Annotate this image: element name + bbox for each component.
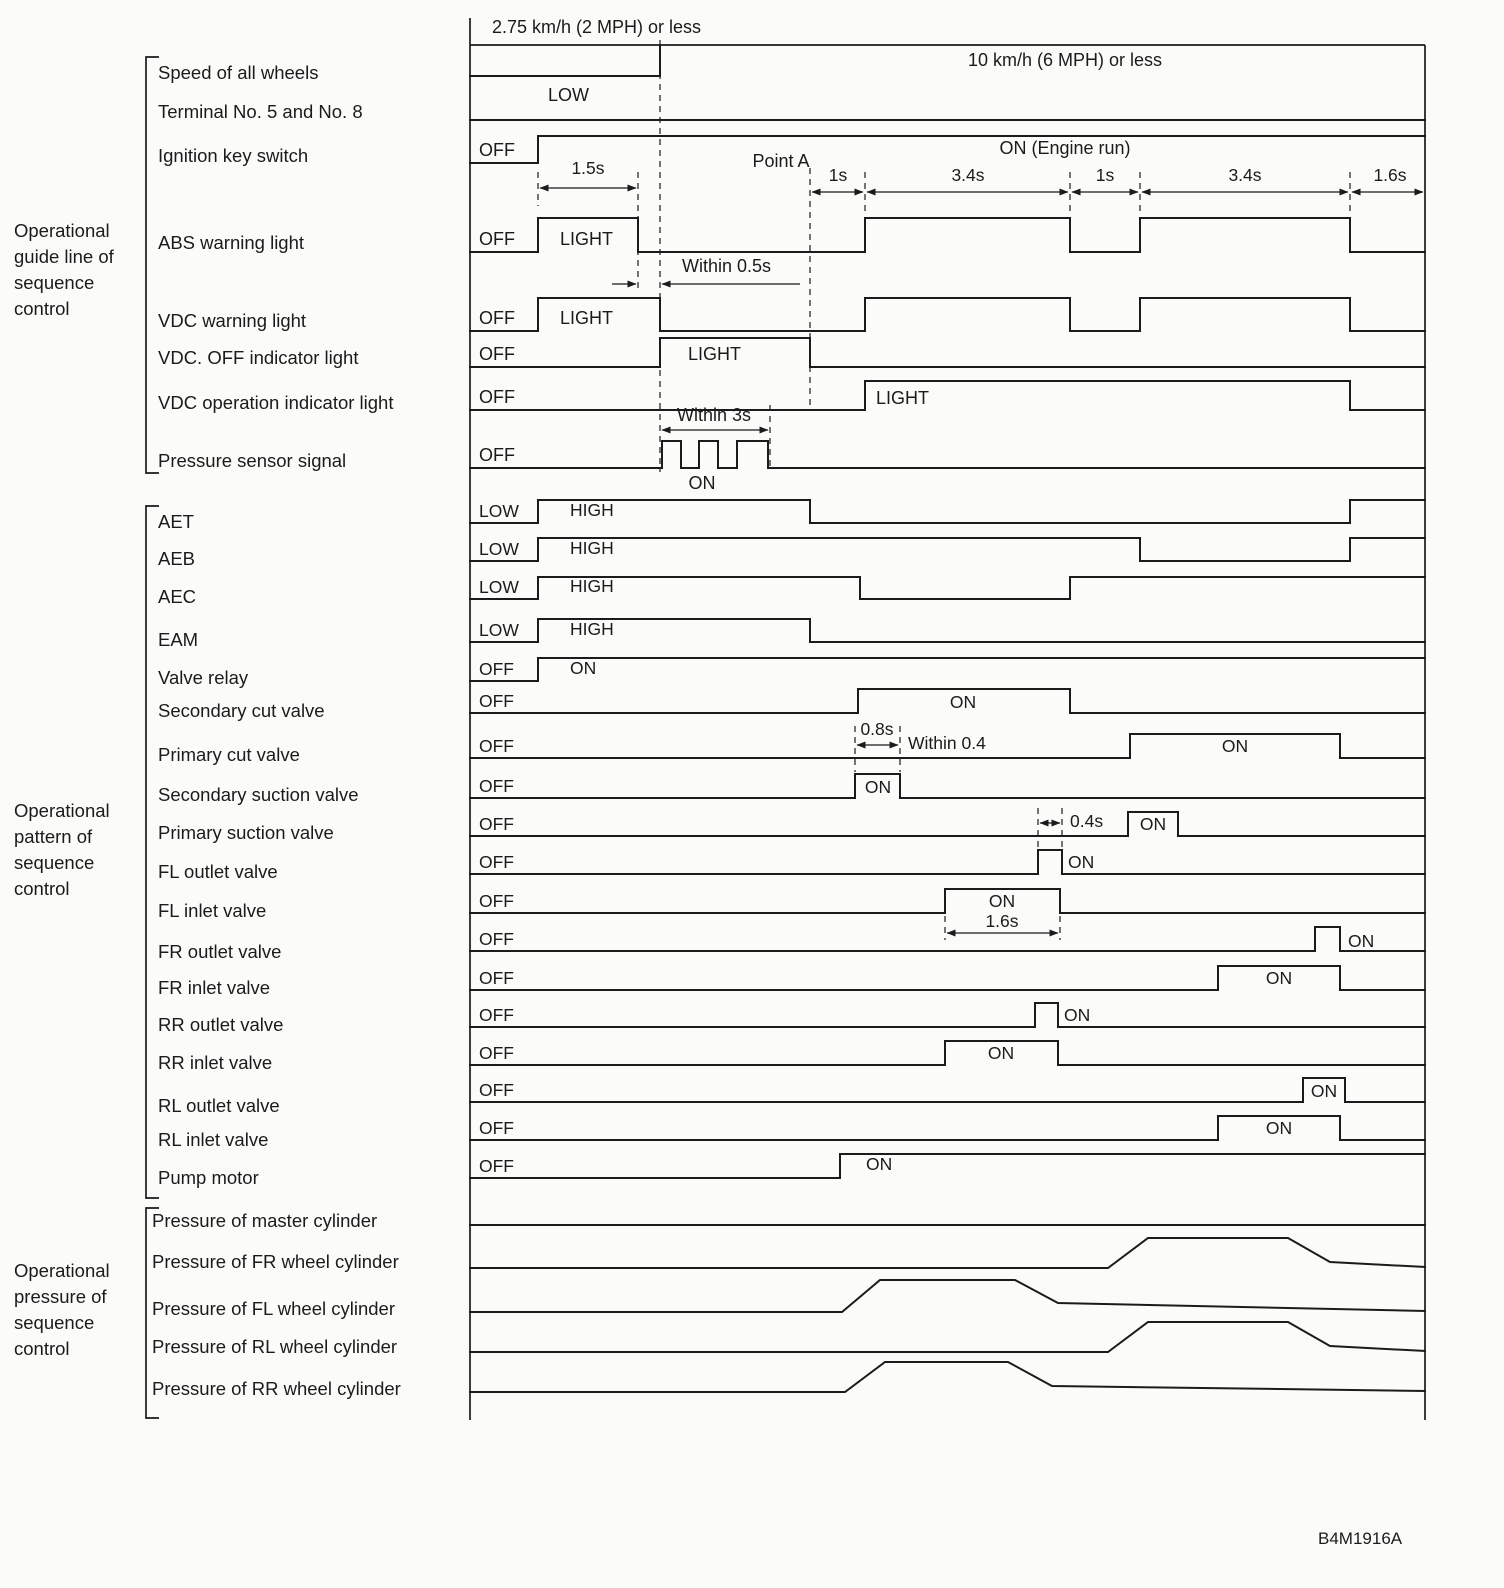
row-label-pump-motor: Pump motor [158,1167,259,1188]
figure-code: B4M1916A [1318,1529,1403,1548]
group-label-line: Operational [14,1260,110,1281]
signal-vdc-warning-light [470,298,1425,331]
row-label-pressure-master-cylinder: Pressure of master cylinder [152,1210,378,1231]
annotation-text: LOW [479,577,519,597]
signal-fr-outlet-valve [470,927,1425,951]
row-label-aec: AEC [158,586,197,607]
annotation-text: OFF [479,659,514,679]
signal-pressure-rr-wheel-cylinder [470,1362,1425,1392]
annotation-text: OFF [479,1043,514,1063]
row-label-fl-outlet-valve: FL outlet valve [158,861,278,882]
annotation-text: HIGH [570,500,614,520]
annotation-text: HIGH [570,619,614,639]
annotation-text: ON [688,473,716,493]
row-label-rr-outlet-valve: RR outlet valve [158,1014,284,1035]
signal-abs-warning-light [470,218,1425,252]
annotation-text: OFF [479,1118,514,1138]
row-label-eam: EAM [158,629,199,650]
annotation-text: ON [1348,931,1375,951]
annotation-text: OFF [479,445,515,465]
signal-speed-of-all-wheels [470,45,660,76]
group-label-line: pressure of [14,1286,107,1307]
annotation-text: 1s [828,165,848,185]
annotation-text: 0.8s [860,719,894,739]
signal-pressure-fr-wheel-cylinder [470,1238,1425,1268]
annotation-text: LIGHT [688,344,742,364]
signal-ignition-key-switch [470,136,1425,163]
annotation-text: Within 3s [676,405,752,425]
row-label-aeb: AEB [158,548,196,569]
group-label-line: Operational [14,800,110,821]
annotation-text: OFF [479,140,515,160]
row-label-speed-of-all-wheels: Speed of all wheels [158,62,319,83]
annotation-text: 0.4s [1070,811,1104,831]
annotation-text: ON [987,1043,1015,1063]
annotation-text: ON [988,891,1016,911]
annotation-text: 3.4s [951,165,985,185]
row-label-abs-warning-light: ABS warning light [158,232,305,253]
row-label-vdc-off-indicator-light: VDC. OFF indicator light [158,347,359,368]
annotation-text: ON [1310,1081,1338,1101]
group-label-line: sequence [14,852,95,873]
row-label-pressure-fl-wheel-cylinder: Pressure of FL wheel cylinder [152,1298,396,1319]
signal-vdc-off-indicator-light [470,338,1425,367]
annotation-text: LIGHT [560,229,614,249]
annotation-text: LIGHT [560,308,614,328]
row-label-ignition-key-switch: Ignition key switch [158,145,309,166]
group-label-line: sequence [14,272,95,293]
annotation-text: OFF [479,891,514,911]
annotation-text: OFF [479,968,514,988]
annotation-text: 1s [1095,165,1115,185]
row-label-pressure-fr-wheel-cylinder: Pressure of FR wheel cylinder [152,1251,399,1272]
group-label-line: Operational [14,220,110,241]
signal-pump-motor [470,1154,1425,1178]
annotation-text: OFF [479,387,515,407]
signal-vdc-operation-indicator-light [470,381,1425,410]
row-label-aet: AET [158,511,194,532]
row-label-vdc-operation-indicator-light: VDC operation indicator light [158,392,394,413]
annotation-text: OFF [479,229,515,249]
group-label-line: sequence [14,1312,95,1333]
annotation-text: ON [1064,1005,1091,1025]
annotation-text: 2.75 km/h (2 MPH) or less [492,17,702,37]
annotation-text: OFF [479,929,514,949]
row-label-pressure-rr-wheel-cylinder: Pressure of RR wheel cylinder [152,1378,401,1399]
signal-valve-relay [470,658,1425,681]
signal-secondary-suction-valve [470,774,1425,798]
annotation-text: LOW [548,85,590,105]
annotation-text: OFF [479,736,514,756]
annotation-text: ON [1265,968,1293,988]
row-label-pressure-rl-wheel-cylinder: Pressure of RL wheel cylinder [152,1336,398,1357]
annotation-text: OFF [479,691,514,711]
annotation-text: LOW [479,501,519,521]
group-label-line: control [14,298,70,319]
annotation-text: Within 0.4 [908,733,986,753]
group-label-line: pattern of [14,826,93,847]
annotation-text: OFF [479,308,515,328]
annotation-text: ON [1139,814,1167,834]
annotation-text: 1.5s [571,158,605,178]
annotation-text: OFF [479,852,514,872]
annotation-text: OFF [479,814,514,834]
row-label-primary-suction-valve: Primary suction valve [158,822,334,843]
annotation-text: 1.6s [985,911,1019,931]
annotation-text: ON [1265,1118,1293,1138]
row-label-pressure-sensor-signal: Pressure sensor signal [158,450,347,471]
annotation-text: OFF [479,776,514,796]
annotation-text: ON [570,658,597,678]
signal-primary-suction-valve [470,812,1425,836]
annotation-text: Point A [752,151,810,171]
group-label-line: control [14,1338,70,1359]
annotation-text: HIGH [570,576,614,596]
row-label-vdc-warning-light: VDC warning light [158,310,307,331]
signal-pressure-rl-wheel-cylinder [470,1322,1425,1352]
signal-fl-outlet-valve [470,850,1425,874]
group-label-line: guide line of [14,246,114,267]
row-label-fl-inlet-valve: FL inlet valve [158,900,267,921]
annotation-text: LIGHT [876,388,930,408]
annotation-text: ON [866,1154,893,1174]
row-label-terminal-no5-no8: Terminal No. 5 and No. 8 [158,101,363,122]
annotation-text: OFF [479,1005,514,1025]
row-label-secondary-cut-valve: Secondary cut valve [158,700,325,721]
signal-fl-inlet-valve [470,889,1425,913]
row-label-secondary-suction-valve: Secondary suction valve [158,784,359,805]
annotation-text: 3.4s [1228,165,1262,185]
row-label-rr-inlet-valve: RR inlet valve [158,1052,273,1073]
row-label-rl-inlet-valve: RL inlet valve [158,1129,269,1150]
signal-rr-outlet-valve [470,1003,1425,1027]
signal-pressure-sensor-signal [470,441,1425,468]
group-label-line: control [14,878,70,899]
signal-rr-inlet-valve [470,1041,1425,1065]
row-label-valve-relay: Valve relay [158,667,249,688]
annotation-text: ON [949,692,977,712]
annotation-text: OFF [479,1156,514,1176]
annotation-text: OFF [479,344,515,364]
annotation-text: 10 km/h (6 MPH) or less [967,50,1163,70]
annotation-text: LOW [479,620,519,640]
annotation-text: ON [864,777,892,797]
annotation-text: OFF [479,1080,514,1100]
annotation-text: Within 0.5s [682,256,772,276]
row-label-rl-outlet-valve: RL outlet valve [158,1095,280,1116]
signal-rl-outlet-valve [470,1078,1425,1102]
signal-pressure-fl-wheel-cylinder [470,1280,1425,1312]
annotation-text: ON [1221,736,1249,756]
annotation-text: HIGH [570,538,614,558]
annotation-text: ON [1068,852,1095,872]
signal-secondary-cut-valve [470,689,1425,713]
row-label-fr-outlet-valve: FR outlet valve [158,941,282,962]
annotation-text: ON (Engine run) [999,138,1131,158]
annotation-text: LOW [479,539,519,559]
row-label-fr-inlet-valve: FR inlet valve [158,977,271,998]
row-label-primary-cut-valve: Primary cut valve [158,744,300,765]
annotation-text: 1.6s [1373,165,1407,185]
